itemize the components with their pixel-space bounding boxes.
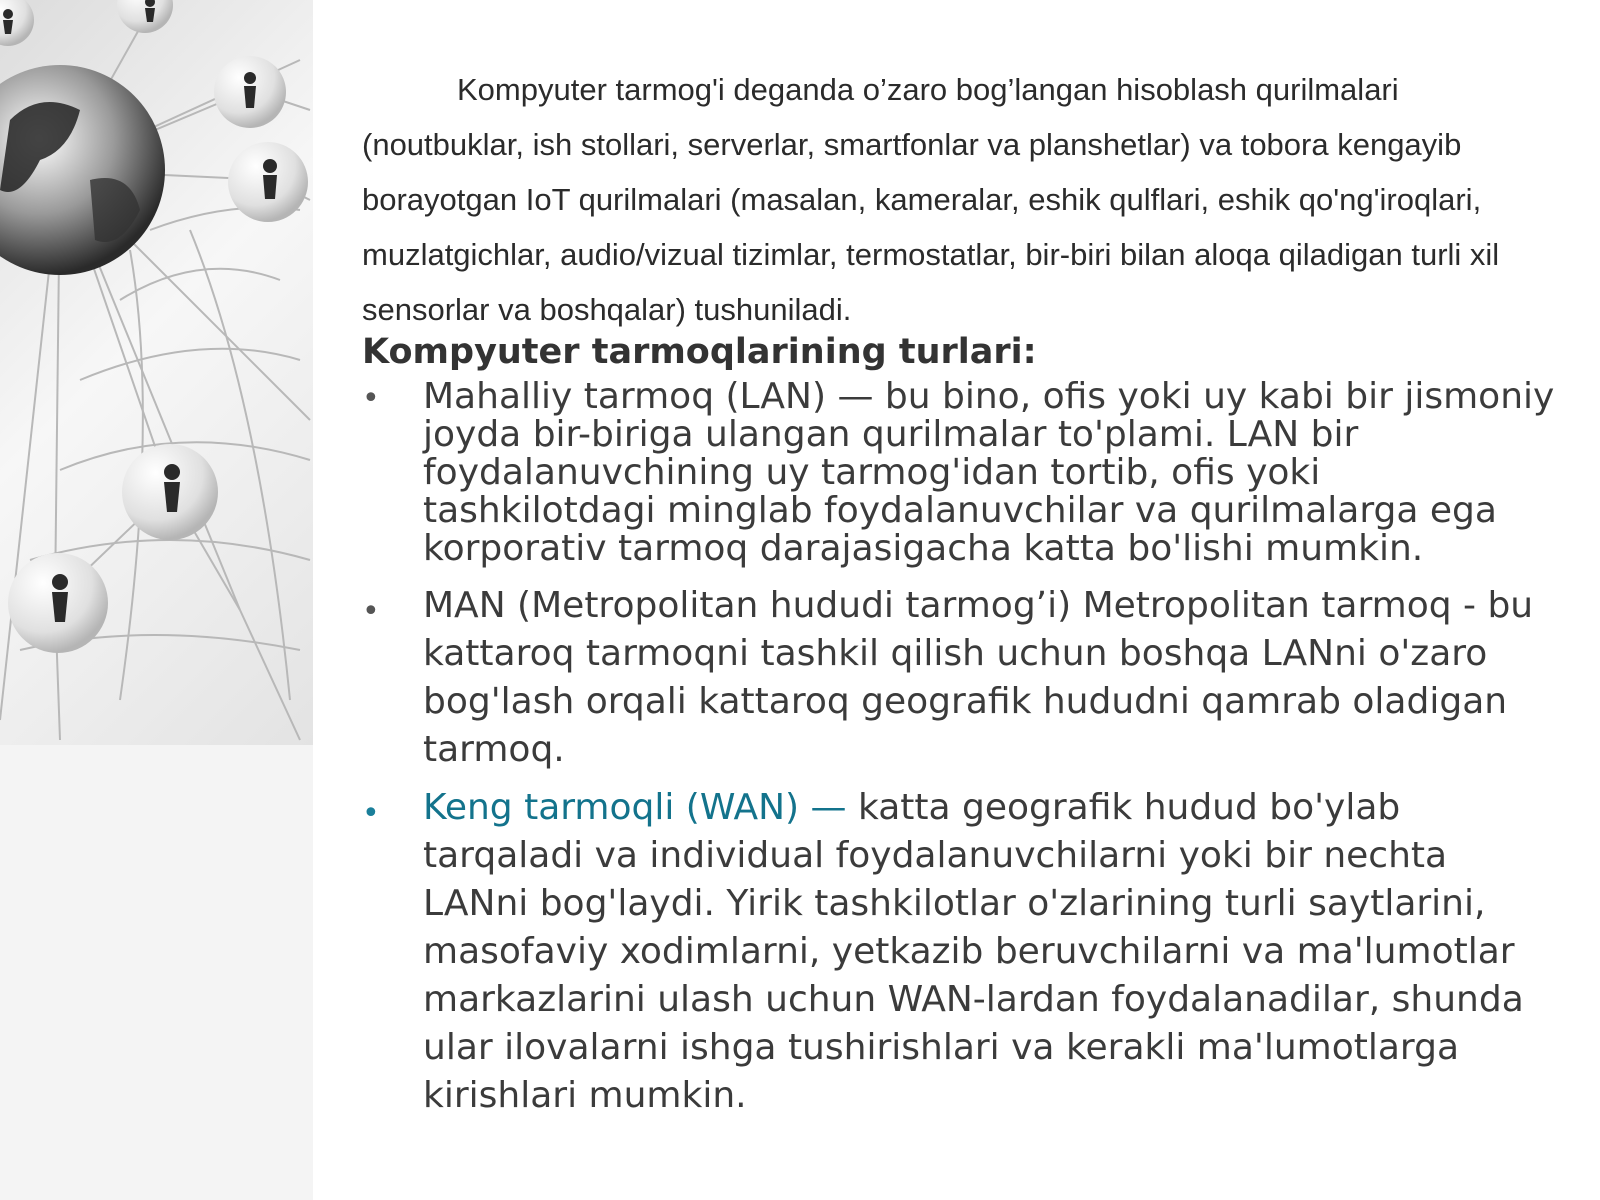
wan-description xyxy=(423,784,1562,1120)
man-description: MAN (Metropolitan hududi tarmog’i) Metropolitan tarmoq - bu kattaroq tarmoqni tashkil qilish uchun boshqa LANni o'zaro bog'lash orqali kattaroq geografik hududni qamrab oladigan tarmoq. xyxy=(423,585,1534,770)
network-types-list xyxy=(362,378,1562,1120)
wan-label: Keng tarmoqli (WAN) — xyxy=(423,787,847,828)
globe-network-icon xyxy=(0,0,313,745)
intro-paragraph: Kompyuter tarmog'i deganda o’zaro bog’langan hisoblash qurilmalari (noutbuklar, ish stollari, serverlar, smartfonlar va planshetlar) va tobora kengayib borayotgan IoT qurilmalari (masalan, kameralar, eshik qulflari, eshik qo'ng'iroqlari, muzlatgichlar, audio/vizual tizimlar, termostatlar, bir-biri bilan aloqa qiladigan turli xil sensorlar va boshqalar) tushuniladi. xyxy=(362,72,1500,327)
lan-description: Mahalliy tarmoq (LAN) — bu bino, ofis yoki uy kabi bir jismoniy joyda bir-biriga ulangan qurilmalar to'plami. LAN bir foydalanuvchining uy tarmog'idan tortib, ofis yoki tashkilotdagi minglab foydalanuvchilar va qurilmalarga ega korporativ tarmoq darajasigacha katta bo'lishi mumkin. xyxy=(423,376,1555,569)
bullet-icon: • xyxy=(362,381,380,416)
bullet-icon: • xyxy=(362,594,380,629)
list-item-man xyxy=(362,582,1562,774)
list-item-wan xyxy=(362,784,1562,1120)
bullet-icon: • xyxy=(362,796,380,831)
globe-network-image xyxy=(0,0,313,745)
types-heading: Kompyuter tarmoqlarining turlari: xyxy=(362,332,1037,372)
list-item-lan xyxy=(362,378,1562,568)
wan-text: katta geografik hudud bo'ylab tarqaladi va individual foydalanuvchilarni yoki bir nechta LANni bog'laydi. Yirik tashkilotlar o'zlarining turli saytlarini, masofaviy xodimlarni, yetkazib beruvchilarni va ma'lumotlar markazlarini ulash uchun WAN-lardan foydalanadilar, shunda ular ilovalarni ishga tushirishlari va kerakli ma'lumotlarga kirishlari mumkin. xyxy=(423,787,1524,1116)
